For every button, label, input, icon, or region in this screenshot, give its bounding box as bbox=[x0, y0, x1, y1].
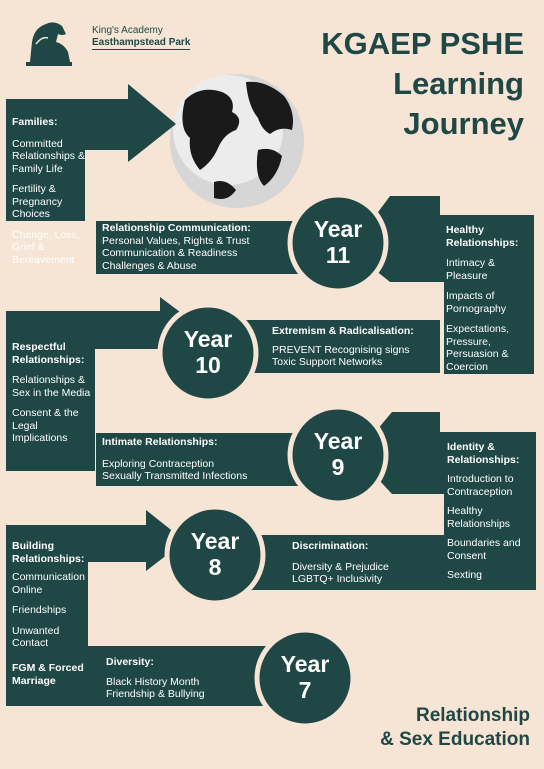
respectful-relationships-item-2: Consent & the Legal Implications bbox=[12, 407, 79, 444]
year7-label-word: Year bbox=[280, 651, 330, 677]
extremism-item-1: PREVENT Recognising signs bbox=[272, 343, 410, 356]
diversity-item-2: Friendship & Bullying bbox=[106, 688, 205, 700]
footer-title-line-1: Relationship bbox=[415, 705, 530, 726]
families-item-3: Change, Loss, Grief & Bereavement bbox=[12, 228, 80, 266]
relationship-communication-item-3: Challenges & Abuse bbox=[102, 259, 197, 272]
extremism-block bbox=[272, 325, 440, 369]
relationship-communication-item-1: Personal Values, Rights & Trust bbox=[102, 234, 250, 247]
respectful-relationships-heading: Respectful Relationships: bbox=[12, 341, 85, 366]
respectful-relationships-block bbox=[12, 341, 92, 445]
year11-label-number: 11 bbox=[325, 242, 351, 268]
diversity-block bbox=[106, 656, 276, 701]
identity-relationships-item-4: Sexting bbox=[447, 569, 483, 581]
year9-label-word: Year bbox=[313, 428, 363, 454]
healthy-relationships-block bbox=[446, 224, 532, 373]
healthy-relationships-heading: Healthy Relationships: bbox=[446, 224, 519, 249]
year10-label bbox=[170, 326, 246, 378]
healthy-relationships-item-2: Impacts of Pornography bbox=[446, 290, 507, 315]
building-relationships-block bbox=[12, 540, 88, 650]
discrimination-item-1: Diversity & Prejudice bbox=[292, 560, 389, 573]
school-name-line1: King's Academy bbox=[92, 25, 163, 36]
footer-title-line-2: & Sex Education bbox=[380, 729, 530, 750]
relationship-communication-item-2: Communication & Readiness bbox=[102, 247, 238, 259]
relationship-communication-heading: Relationship Communication: bbox=[102, 222, 251, 234]
building-relationships-item-1: Communication Online bbox=[12, 571, 85, 596]
building-relationships-item-2: Friendships bbox=[12, 604, 67, 616]
year10-label-number: 10 bbox=[195, 352, 221, 378]
respectful-relationships-item-1: Relationships & Sex in the Media bbox=[12, 374, 91, 399]
discrimination-heading: Discrimination: bbox=[292, 540, 369, 552]
identity-relationships-item-2: Healthy Relationships bbox=[447, 505, 511, 530]
title-line-2: Learning bbox=[393, 66, 524, 101]
intimate-relationships-item-2: Sexually Transmitted Infections bbox=[102, 470, 248, 482]
identity-relationships-item-3: Boundaries and Consent bbox=[447, 537, 521, 562]
year9-label bbox=[300, 428, 376, 480]
families-block bbox=[12, 116, 88, 266]
families-item-2: Fertility & Pregnancy Choices bbox=[12, 183, 63, 220]
diversity-heading: Diversity: bbox=[106, 656, 154, 668]
intimate-relationships-item-1: Exploring Contraception bbox=[102, 457, 215, 470]
year8-label bbox=[177, 528, 253, 580]
healthy-relationships-item-1: Intimacy & Pleasure bbox=[446, 257, 496, 282]
globe-icon bbox=[170, 74, 304, 208]
identity-relationships-item-1: Introduction to Contraception bbox=[447, 473, 514, 498]
year9-label-number: 9 bbox=[331, 454, 345, 480]
title-line-3: Journey bbox=[403, 106, 524, 141]
year7-label bbox=[267, 651, 343, 703]
healthy-relationships-item-3: Expectations, Pressure, Persuasion & Coercion bbox=[446, 323, 510, 373]
families-item-1: Committed Relationships & Family Life bbox=[12, 137, 85, 175]
relationship-communication-block bbox=[102, 222, 302, 272]
discrimination-block bbox=[292, 540, 442, 586]
footer-title bbox=[380, 704, 530, 752]
identity-relationships-heading: Identity & Relationships: bbox=[447, 441, 520, 466]
building-relationships-item-3: Unwanted Contact bbox=[12, 624, 60, 649]
intimate-relationships-heading: Intimate Relationships: bbox=[102, 436, 218, 448]
year11-label-word: Year bbox=[313, 216, 363, 242]
diversity-item-1: Black History Month bbox=[106, 675, 200, 688]
discrimination-item-2: LGBTQ+ Inclusivity bbox=[292, 573, 383, 585]
building-relationships-heading: Building Relationships: bbox=[12, 540, 85, 565]
year10-label-word: Year bbox=[183, 326, 233, 352]
title-line-1: KGAEP PSHE bbox=[321, 26, 524, 61]
school-name-line2: Easthampstead Park bbox=[92, 37, 191, 48]
extremism-heading: Extremism & Radicalisation: bbox=[272, 325, 414, 337]
identity-relationships-block bbox=[447, 441, 533, 582]
year8-label-number: 8 bbox=[208, 554, 222, 580]
year11-label bbox=[300, 216, 376, 268]
year7-label-number: 7 bbox=[298, 677, 312, 703]
year8-label-word: Year bbox=[190, 528, 240, 554]
intimate-relationships-block bbox=[102, 436, 302, 483]
fgm-forced-marriage-heading: FGM & Forced Marriage bbox=[12, 662, 84, 687]
families-heading: Families: bbox=[12, 116, 58, 128]
extremism-item-2: Toxic Support Networks bbox=[272, 356, 383, 368]
